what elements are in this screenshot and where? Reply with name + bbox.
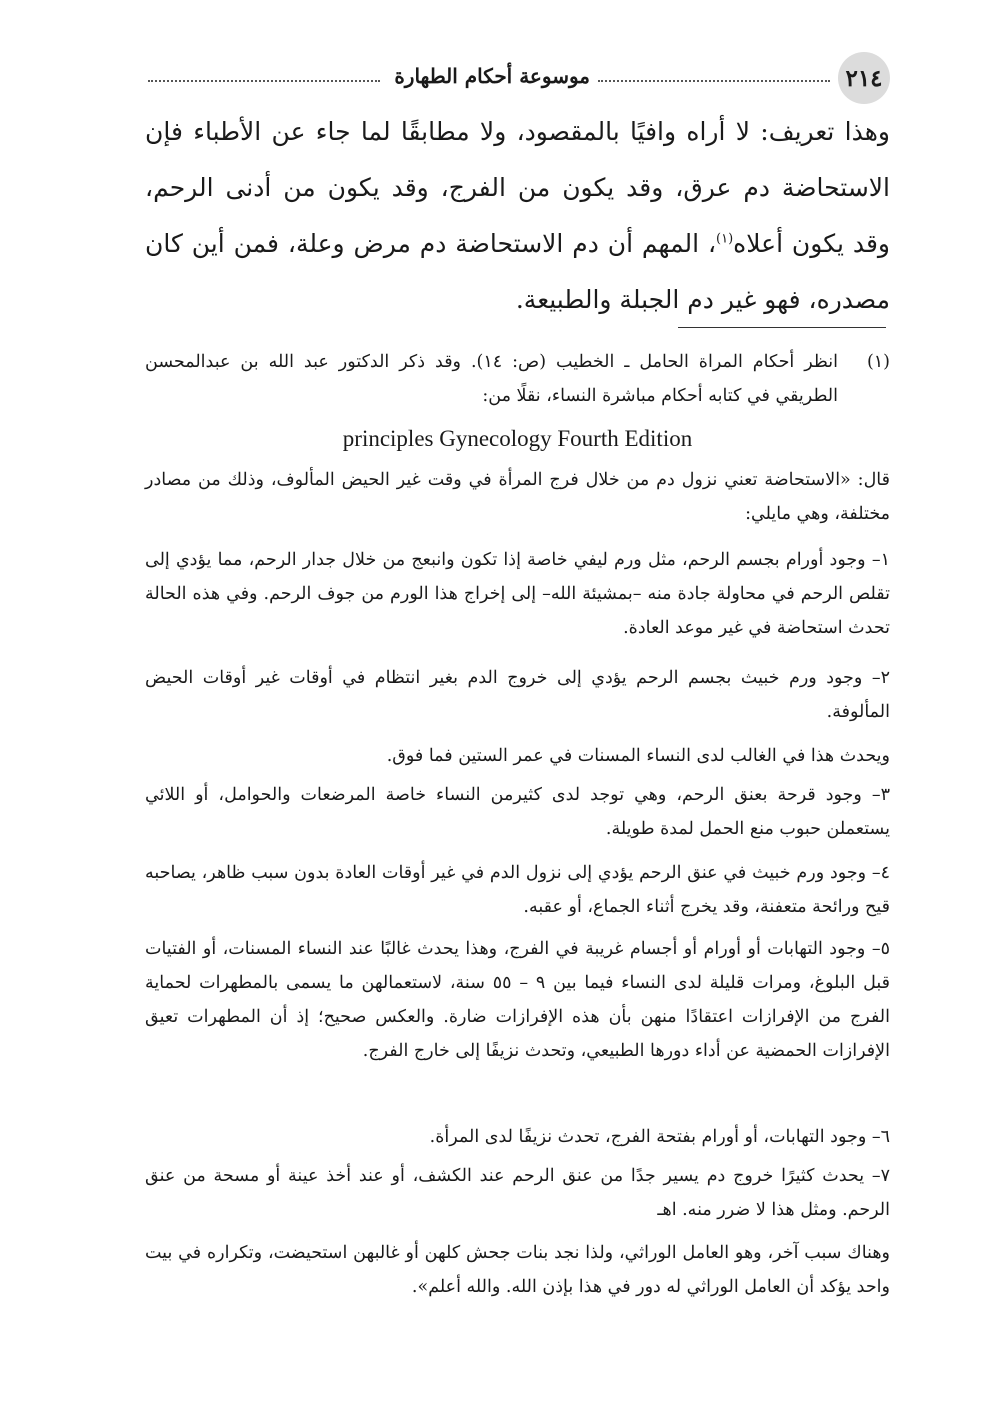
page-number: ٢١٤ [838,52,890,104]
footnote-item-1: ١– وجود أورام بجسم الرحم، مثل ورم ليفي خاصة إذا تكون وانبعج من خلال جدار الرحم، مما يؤدي إلى تقلص الرحم في محاولة جادة منه –بمشيئة الله– إلى إخراج هذا الورم من جوف الرحم. وفي هذه الحالة تحدث استحاضة في غير موعد العادة. [145,550,890,638]
footnote-item-3: ٣– وجود قرحة بعنق الرحم، وهي توجد لدى كثيرمن النساء خاصة المرضعات والحوامل، أو اللائي يستعملن حبوب منع الحمل لمدة طويلة. [145,785,890,839]
source-title-latin: principles Gynecology Fourth Edition [342,426,693,451]
body-text-part2: ، المهم أن دم الاستحاضة دم مرض وعلة، فمن أين كان مصدره، فهو غير دم الجبلة والطبيعة. [145,229,890,314]
footnote-item-6: ٦– وجود التهابات، أو أورام بفتحة الفرج، تحدث نزيفًا لدى المرأة. [429,1127,890,1147]
body-paragraph [145,104,890,328]
footnote-item-2-note: ويحدث هذا في الغالب لدى النساء المسنات في عمر الستين فما فوق. [386,746,890,766]
footnote-item-7: ٧– يحدث كثيرًا خروج دم يسير جدًا من عنق الرحم عند الكشف، أو عند أخذ عينة أو مسحة من عنق الرحم. ومثل هذا لا ضرر منه. اهـ [145,1166,890,1220]
page-header [140,40,890,98]
body-text-part1: وهذا تعريف: لا أراه وافيًا بالمقصود، ولا مطابقًا لما جاء عن الأطباء فإن الاستحاضة دم عرق، وقد يكون من الفرج، وقد يكون من أدنى الرحم، وقد يكون أعلاه [145,117,890,258]
running-title: موسوعة أحكام الطهارة [394,64,590,88]
header-rule-left [148,80,380,82]
footnote-item-5: ٥– وجود التهابات أو أورام أو أجسام غريبة في الفرج، وهذا يحدث غالبًا عند النساء المسنات، أو الفتيات قبل البلوغ، ومرات قليلة لدى النساء فيما بين ٩ – ٥٥ سنة، لاستعمالهن ما يسمى بالمطهرات لحماية الفرج من الإفرازات اعتقادًا منهن بأن هذه الإفرازات ضارة. والعكس صحيح؛ إذ أن المطهرات تعيق الإفرازات الحمضية عن أداء دورها الطبيعي، وتحدث نزيفًا إلى خارج الفرج. [145,939,890,1061]
header-rule-right [598,80,830,82]
footnote-separator [678,327,886,328]
footnote-quote-intro: قال: «الاستحاضة تعني نزول دم من خلال فرج المرأة في وقت غير الحيض المألوف، وذلك من مصادر مختلفة، وهي مايلي: [145,470,890,524]
footnote-intro-block [145,345,890,413]
footnote-reference[interactable]: (١) [716,231,734,247]
footnote-item-4: ٤– وجود ورم خبيث في عنق الرحم يؤدي إلى نزول الدم في غير أوقات العادة بدون سبب ظاهر، يصاحبه قيح ورائحة متعفنة، وقد يخرج أثناء الجماع، أو عقبه. [145,863,890,917]
footnote-marker: (١) [866,352,890,372]
footnote-item-2: ٢– وجود ورم خبيث بجسم الرحم يؤدي إلى خروج الدم بغير انتظام في أوقات غير أوقات الحيض المألوفة. [145,668,890,722]
footnote-intro: انظر أحكام المراة الحامل ـ الخطيب (ص: ١٤). وقد ذكر الدكتور عبد الله بن عبدالمحسن الطريقي في كتابه أحكام مباشرة النساء، نقلًا من: [145,352,838,406]
footnote-closing: وهناك سبب آخر، وهو العامل الوراثي، ولذا نجد بنات جحش كلهن أو غالبهن استحيضت، وتكراره في بيت واحد يؤكد أن العامل الوراثي له دور في هذا بإذن الله. والله أعلم». [145,1243,890,1297]
